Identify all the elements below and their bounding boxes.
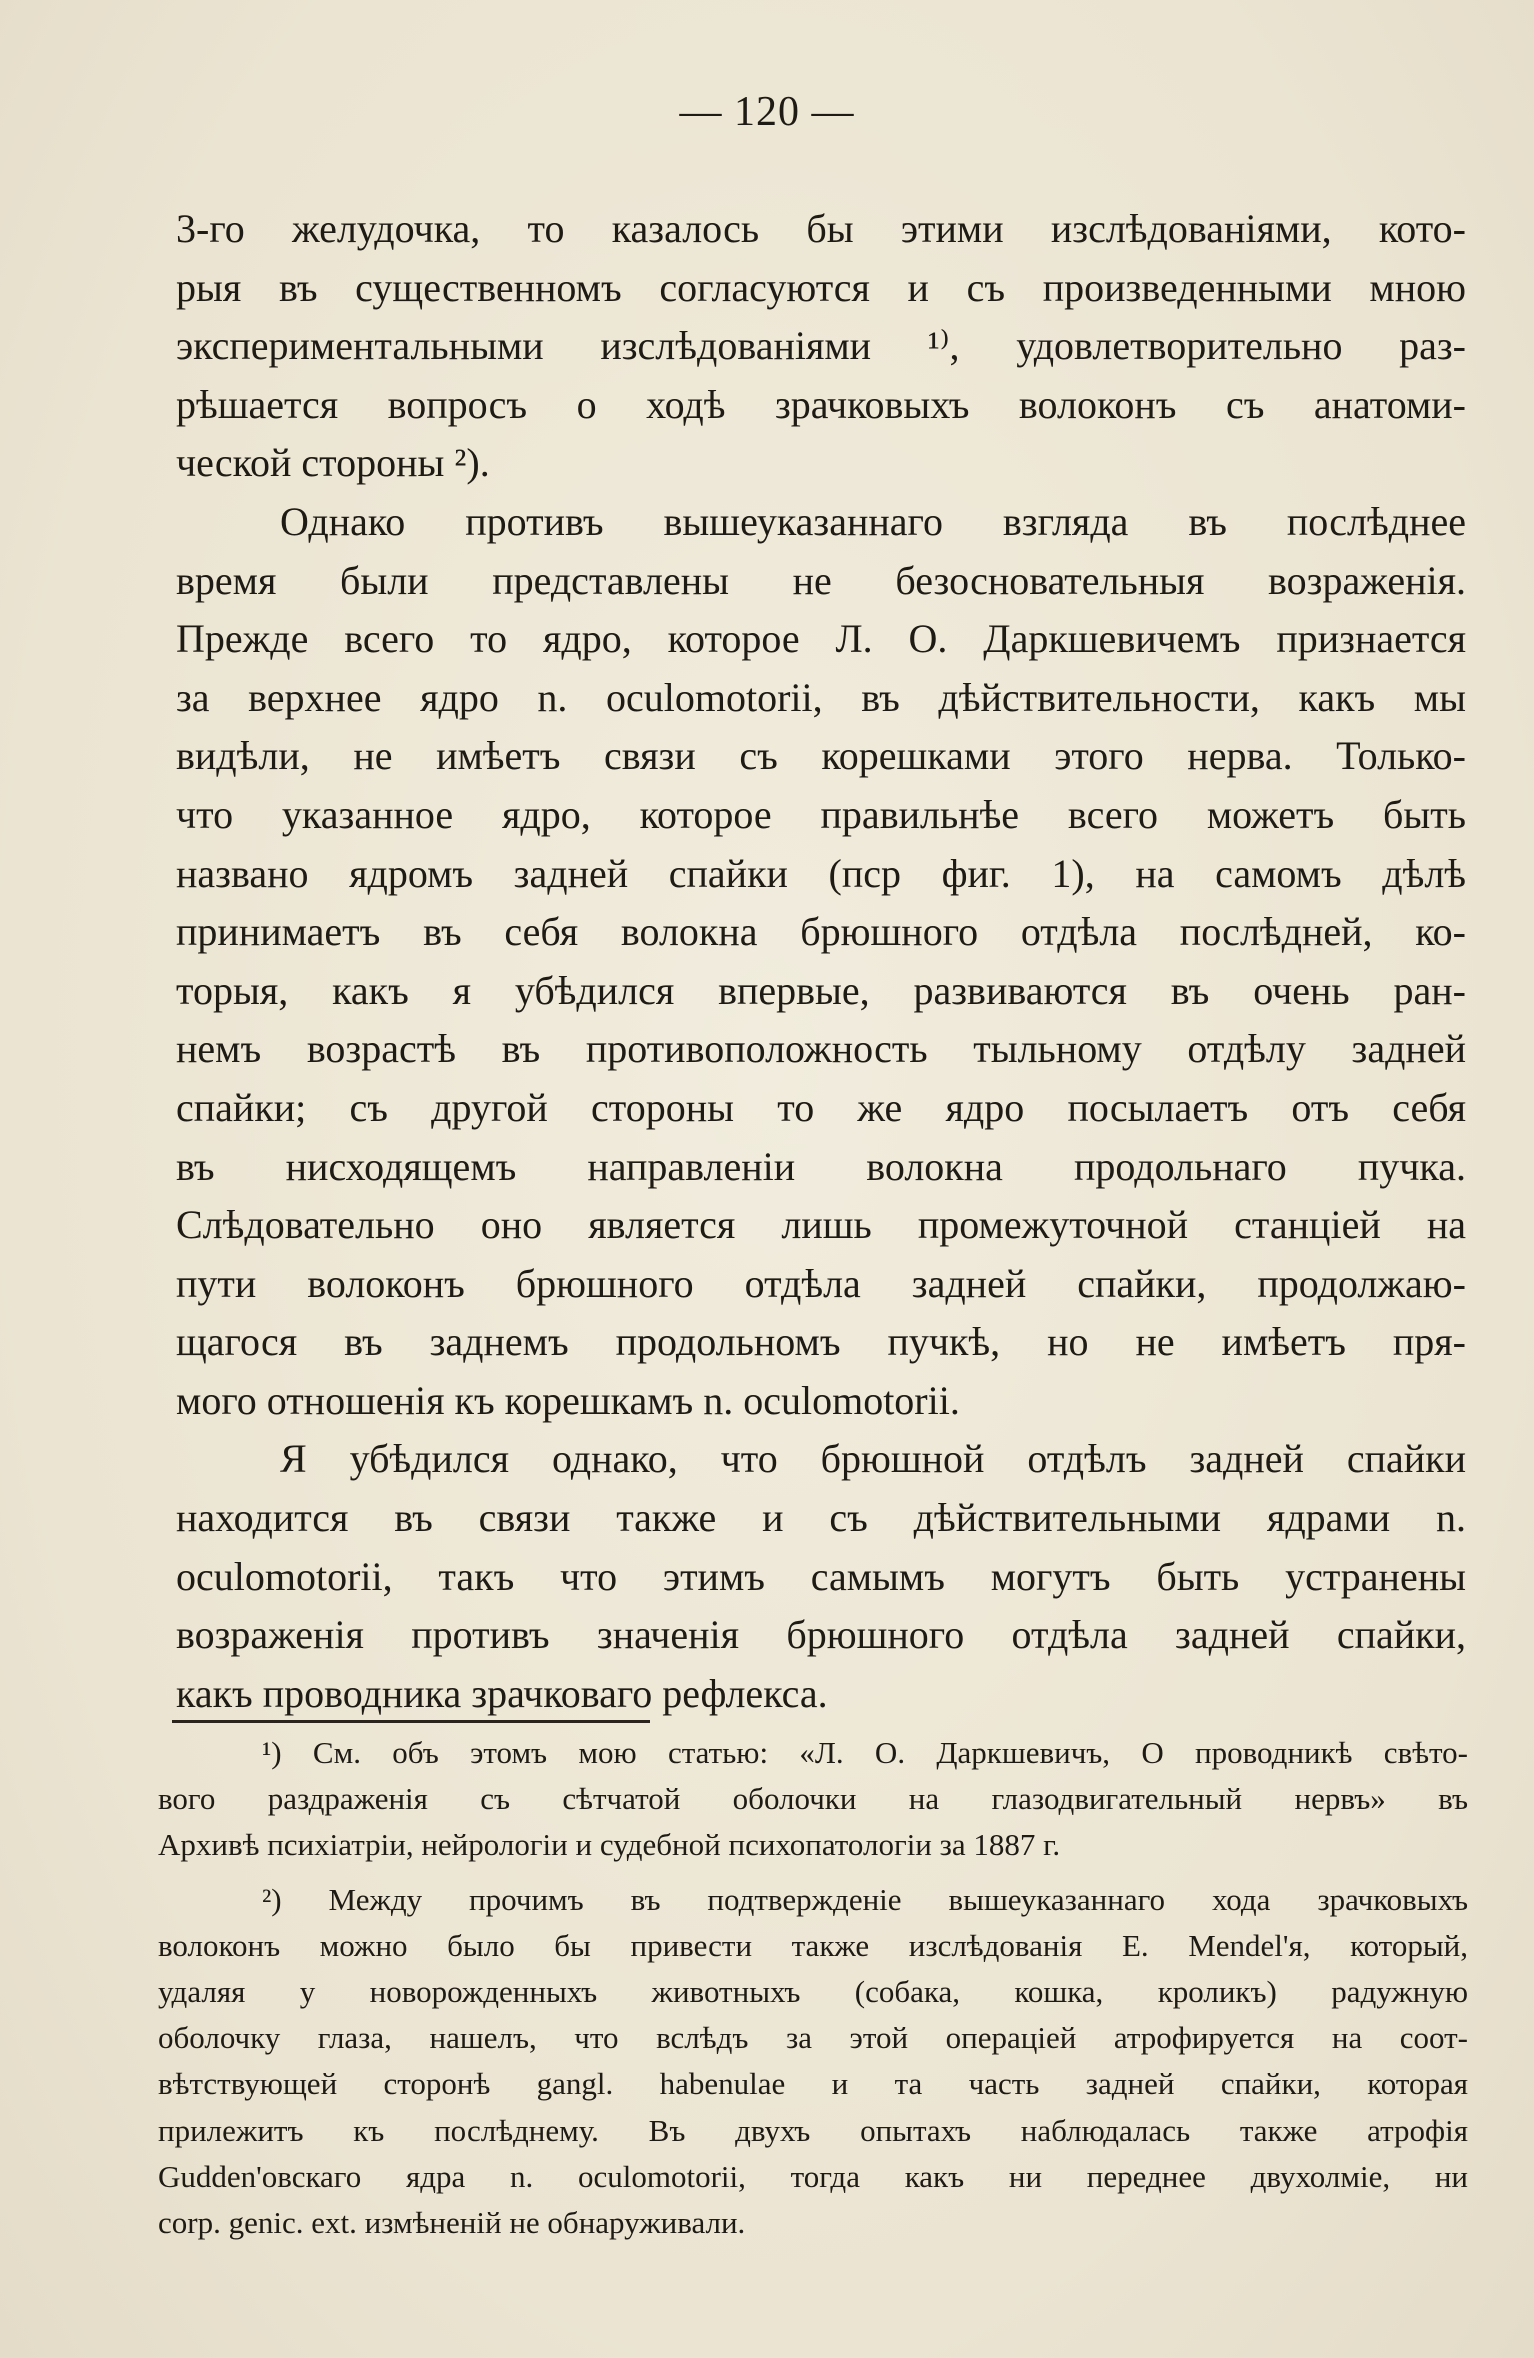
text-line: щагося въ заднемъ продольномъ пучкѣ, но не имѣетъ пря- xyxy=(176,1319,1466,1365)
footnote-line: прилежитъ къ послѣднему. Въ двухъ опытахъ наблюдалась также атрофія xyxy=(158,2112,1468,2148)
text-line: за верхнее ядро n. oculomotorii, въ дѣйствительности, какъ мы xyxy=(176,674,1466,720)
footnote-2 xyxy=(158,1877,1468,2247)
text-line: рыя въ существенномъ согласуются и съ произведенными мною xyxy=(176,264,1466,310)
text-line: мого отношенія къ корешкамъ n. oculomotorii. xyxy=(176,1377,960,1423)
text-line: 3-го желудочка, то казалось бы этими изслѣдованіями, кото- xyxy=(176,206,1466,251)
text-line: рѣшается вопросъ о ходѣ зрачковыхъ волоконъ съ анатоми- xyxy=(176,381,1466,427)
text-line: Я убѣдился однако, что брюшной отдѣлъ задней спайки xyxy=(280,1436,1466,1482)
text-line: oculomotorii, такъ что этимъ самымъ могутъ быть устранены xyxy=(176,1553,1466,1599)
text-line: пути волоконъ брюшного отдѣла задней спайки, продолжаю- xyxy=(176,1260,1466,1306)
text-line: что указанное ядро, которое правильнѣе всего можетъ быть xyxy=(176,791,1466,837)
main-text xyxy=(176,200,1466,1723)
text-line: спайки; съ другой стороны то же ядро посылаетъ отъ себя xyxy=(176,1084,1466,1130)
text-line: какъ проводника зрачковаго рефлекса. xyxy=(176,1670,828,1716)
footnote-line: ²) Между прочимъ въ подтвержденіе вышеуказаннаго хода зрачковыхъ xyxy=(262,1881,1468,1917)
text-line: Слѣдовательно оно является лишь промежуточной станціей на xyxy=(176,1202,1466,1248)
text-line: экспериментальными изслѣдованіями ¹⁾, удовлетворительно раз- xyxy=(176,323,1466,369)
text-line: въ нисходящемъ направленіи волокна продольнаго пучка. xyxy=(176,1143,1466,1189)
text-line: принимаетъ въ себя волокна брюшного отдѣла послѣдней, ко- xyxy=(176,909,1466,955)
footnote-line: Архивѣ психіатріи, нейрологіи и судебной психопатологіи за 1887 г. xyxy=(158,1827,1061,1863)
text-line: Однако противъ вышеуказаннаго взгляда въ послѣднее xyxy=(280,498,1466,544)
paragraph-1 xyxy=(176,200,1466,493)
footnote-line: вого раздраженія съ сѣтчатой оболочки на глазодвигательный нервъ» въ xyxy=(158,1781,1468,1817)
text-line: торыя, какъ я убѣдился впервые, развиваются въ очень ран- xyxy=(176,967,1466,1013)
text-line: Прежде всего то ядро, которое Л. О. Даркшевичемъ признается xyxy=(176,616,1466,662)
text-line: время были представлены не безосновательныя возраженія. xyxy=(176,557,1466,603)
footnote-line: оболочку глаза, нашелъ, что вслѣдъ за этой операціей атрофируется на соот- xyxy=(158,2020,1468,2056)
footnote-line: удаляя у новорожденныхъ животныхъ (собака, кошка, кроликъ) радужную xyxy=(158,1973,1468,2009)
footnote-divider xyxy=(172,1720,650,1723)
text-line: немъ возрастѣ въ противоположность тыльному отдѣлу задней xyxy=(176,1026,1466,1072)
text-line: видѣли, не имѣетъ связи съ корешками этого нерва. Только- xyxy=(176,733,1466,779)
footnote-line: corp. genic. ext. измѣненій не обнаруживали. xyxy=(158,2204,746,2240)
footnote-line: ¹) См. объ этомъ мою статью: «Л. О. Даркшевичъ, О проводникѣ свѣто- xyxy=(262,1735,1468,1770)
text-line: возраженія противъ значенія брюшного отдѣла задней спайки, xyxy=(176,1612,1466,1658)
text-line: находится въ связи также и съ дѣйствительными ядрами n. xyxy=(176,1495,1466,1541)
footnotes xyxy=(158,1730,1468,2246)
text-line: названо ядромъ задней спайки (пср фиг. 1), на самомъ дѣлѣ xyxy=(176,850,1466,896)
paragraph-2 xyxy=(176,493,1466,1431)
footnote-line: Gudden'овскаго ядра n. oculomotorii, тогда какъ ни переднее двухолміе, ни xyxy=(158,2158,1468,2194)
footnote-1 xyxy=(158,1730,1468,1869)
text-line: ческой стороны ²). xyxy=(176,440,490,486)
page-number: — 120 — xyxy=(679,89,855,135)
footnote-line: волоконъ можно было бы привести также изслѣдованія E. Mendel'я, который, xyxy=(158,1927,1468,1963)
paragraph-3 xyxy=(176,1430,1466,1723)
footnote-line: вѣтствующей сторонѣ gangl. habenulae и та часть задней спайки, которая xyxy=(158,2066,1468,2102)
